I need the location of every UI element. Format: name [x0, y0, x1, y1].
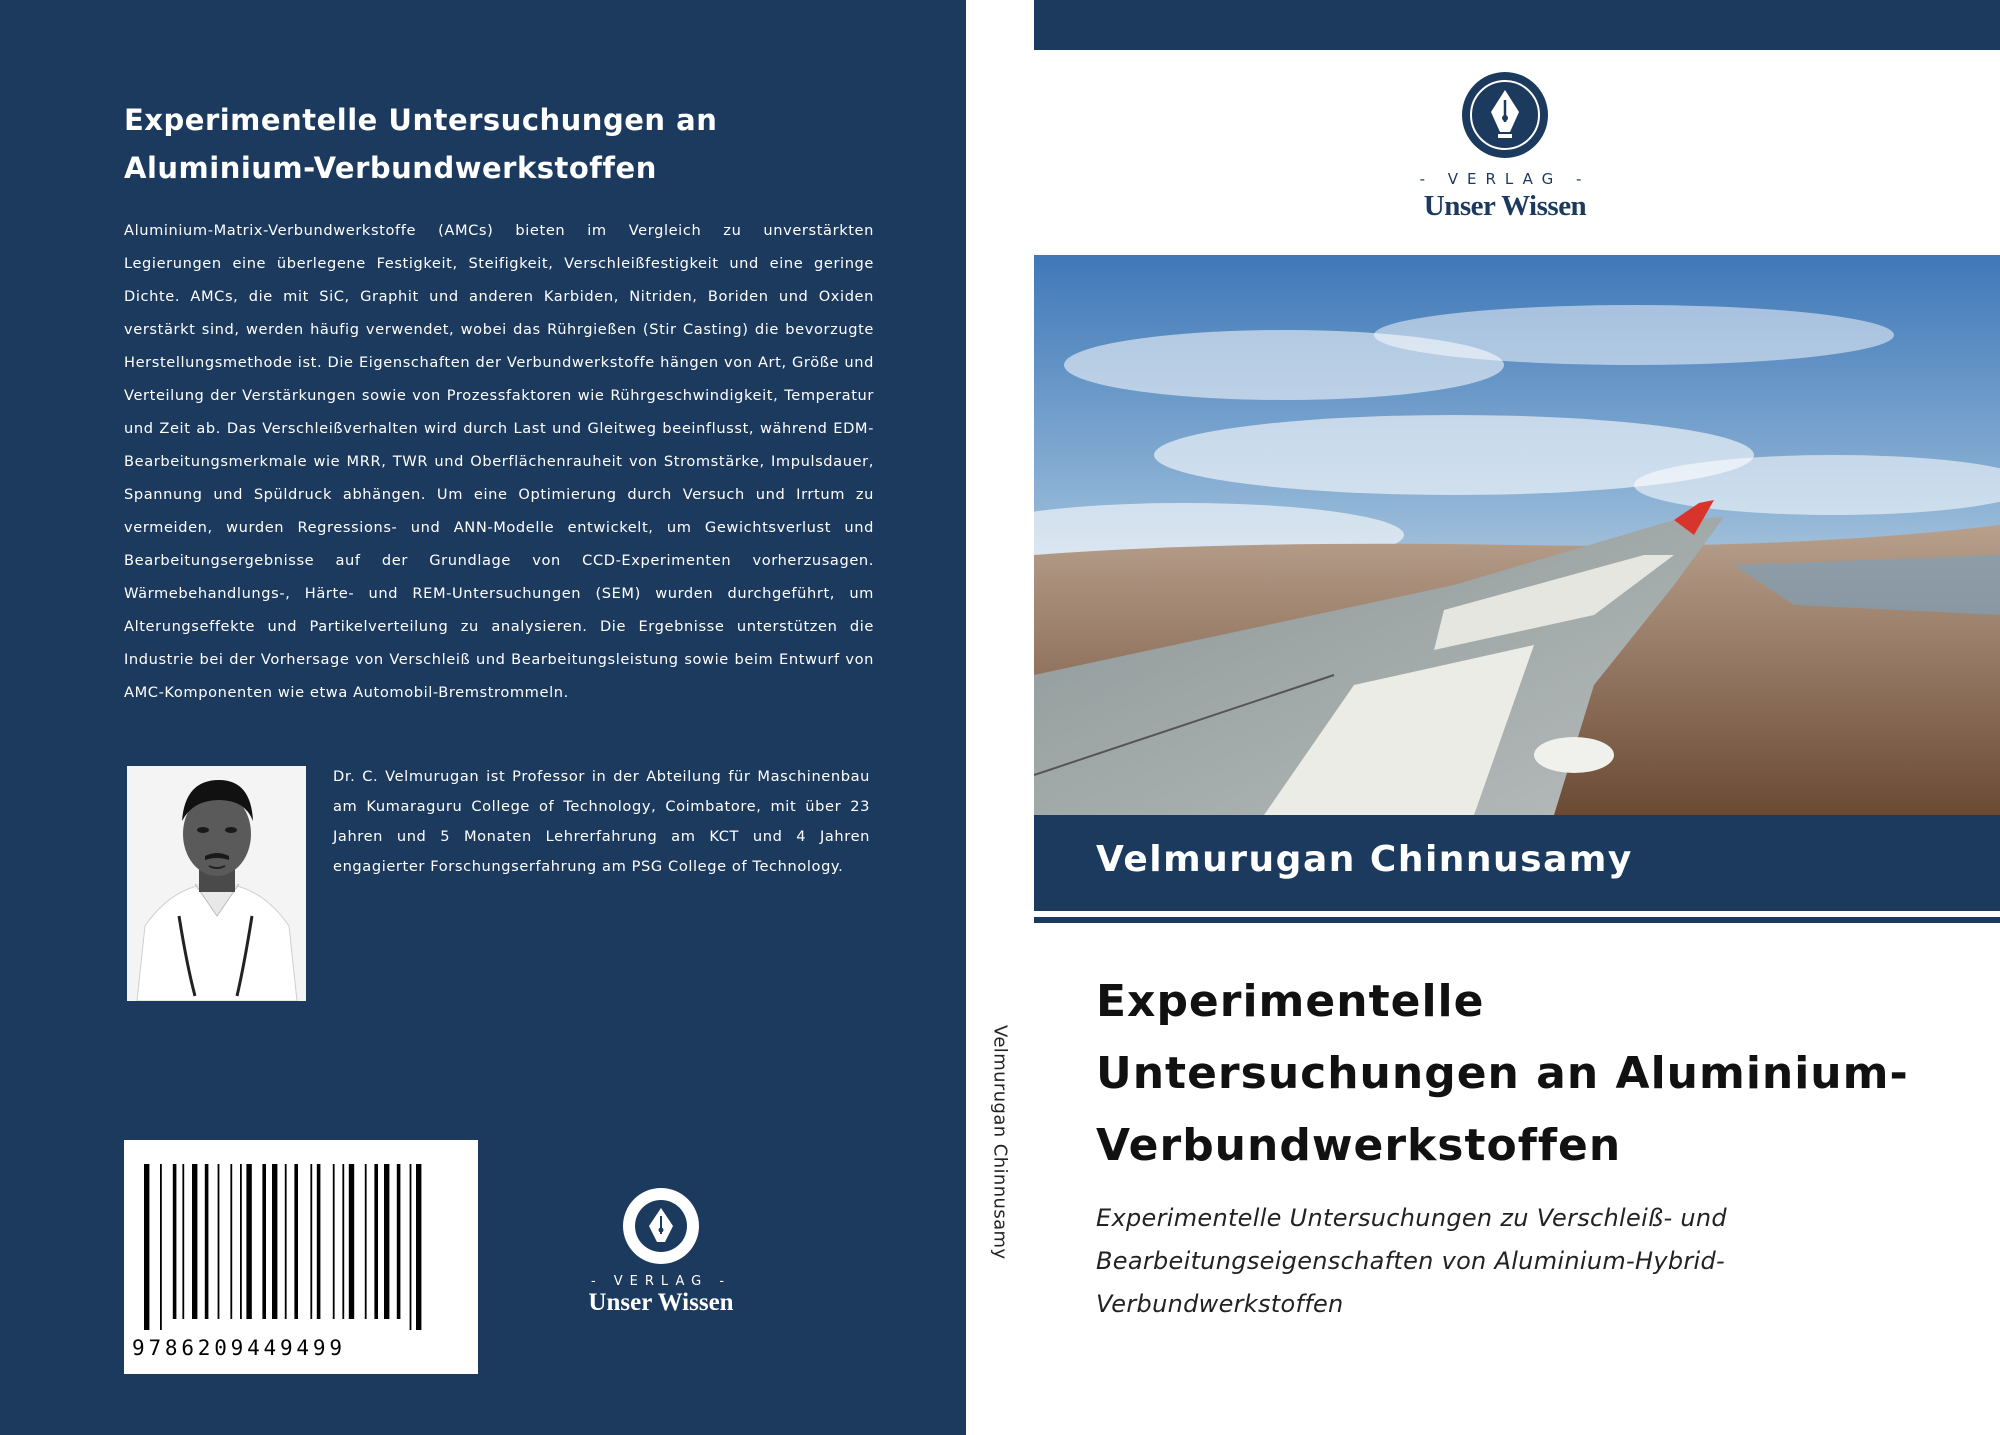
front-title-line-3: Verbundwerkstoffen — [1096, 1120, 1622, 1171]
author-bio: Dr. C. Velmurugan ist Professor in der Abteilung für Maschinenbau am Kumaraguru College of Technology, Coimbatore, mit über 23 Jahren und 5 Monaten Lehrerfahrung am KCT und 4 Jahren engagierter Forschungserfahrung am PSG College of Technology. — [333, 768, 870, 875]
barcode-bar — [333, 1164, 335, 1319]
back-publisher-name: Unser Wissen — [588, 1289, 734, 1316]
barcode-bar — [285, 1164, 287, 1319]
front-publisher-name: Unser Wissen — [1423, 190, 1587, 222]
barcode-graphic — [144, 1164, 458, 1330]
barcode-bar — [310, 1164, 312, 1319]
back-cover-title — [124, 96, 884, 192]
cover-photo-airplane-wing — [1034, 255, 2000, 815]
barcode-bar — [144, 1164, 149, 1330]
barcode-bar — [410, 1164, 412, 1330]
barcode-bar — [160, 1164, 162, 1330]
barcode-bar — [246, 1164, 251, 1319]
barcode-bar — [205, 1164, 209, 1319]
barcode-bar — [342, 1164, 344, 1319]
front-title-line-1: Experimentelle — [1096, 976, 1485, 1027]
divider-rule — [1034, 917, 2000, 923]
front-cover-subtitle — [1096, 1197, 1956, 1326]
barcode-bar — [397, 1164, 401, 1319]
front-author-name: Velmurugan Chinnusamy — [1096, 839, 1633, 880]
subtitle-line-1: Experimentelle Untersuchungen zu Verschleiß- und — [1096, 1204, 1727, 1232]
barcode-bar — [384, 1164, 389, 1319]
back-publisher-logo — [566, 1186, 756, 1317]
airplane-wing-image — [1034, 255, 2000, 815]
isbn-barcode — [124, 1140, 478, 1374]
author-photo — [127, 766, 306, 1001]
barcode-bar — [182, 1164, 184, 1319]
front-title-line-2: Untersuchungen an Aluminium- — [1096, 1048, 1909, 1099]
subtitle-line-3: Verbundwerkstoffen — [1096, 1290, 1344, 1318]
barcode-bar — [240, 1164, 242, 1319]
barcode-bars — [144, 1164, 458, 1334]
back-title-line-2: Aluminium-Verbundwerkstoffen — [124, 151, 657, 185]
barcode-bar — [192, 1164, 197, 1319]
back-verlag-label: - VERLAG - — [590, 1274, 732, 1289]
front-top-bar — [1034, 0, 2000, 50]
barcode-bar — [349, 1164, 354, 1319]
barcode-bar — [173, 1164, 177, 1319]
author-portrait-image — [127, 766, 306, 1001]
barcode-bar — [317, 1164, 321, 1319]
author-band — [1034, 815, 2000, 911]
front-cover-title — [1096, 966, 1976, 1182]
front-verlag-label: - VERLAG - — [1419, 170, 1591, 188]
barcode-bar — [365, 1164, 367, 1319]
barcode-bar — [218, 1164, 220, 1319]
isbn-digits: 9786209449499 — [132, 1336, 346, 1360]
front-publisher-logo — [1380, 70, 1630, 223]
pen-nib-emblem-icon — [621, 1186, 701, 1266]
barcode-bar — [262, 1164, 266, 1319]
back-cover — [0, 0, 966, 1435]
barcode-bar — [272, 1164, 277, 1319]
back-cover-blurb: Aluminium-Matrix-Verbundwerkstoffe (AMCs) bieten im Vergleich zu unverstärkten Legierungen eine überlegene Festigkeit, Steifigkeit, Verschleißfestigkeit und eine geringe Dichte. AMCs, die mit SiC, Graphit und anderen Karbiden, Nitriden, Boriden und Oxiden verstärkt sind, werden häufig verwendet, wobei das Rührgießen (Stir Casting) die bevorzugte Herstellungsmethode ist. Die Eigenschaften der Verbundwerkstoffe hängen von Art, Größe und Verteilung der Verstärkungen sowie von Prozessfaktoren wie Rührgeschwindigkeit, Temperatur und Zeit ab. Das Verschleißverhalten wird durch Last und Gleitweg beeinflusst, während EDM-Bearbeitungsmerkmale wie MRR, TWR und Oberflächenrauheit von Stromstärke, Impulsdauer, Spannung und Spüldruck abhängen. Um eine Optimierung durch Versuch und Irrtum zu vermeiden, wurden Regressions- und ANN-Modelle entwickelt, um Gewichtsverlust und Bearbeitungsergebnisse auf der Grundlage von CCD-Experimenten vorherzusagen. Wärmebehandlungs-, Härte- und REM-Untersuchungen (SEM) wurden durchgeführt, um Alterungseffekte und Partikelverteilung zu analysieren. Die Ergebnisse unterstützen die Industrie bei der Vorhersage von Verschleiß und Bearbeitungsleistung sowie beim Entwurf von AMC-Komponenten wie etwa Automobil-Bremstrommeln. — [124, 222, 874, 701]
spine-author: Velmurugan Chinnusamy — [989, 1025, 1011, 1260]
barcode-bar — [294, 1164, 298, 1319]
back-title-line-1: Experimentelle Untersuchungen an — [124, 103, 718, 137]
barcode-bar — [230, 1164, 232, 1319]
subtitle-line-2: Bearbeitungseigenschaften von Aluminium-Hybrid- — [1096, 1247, 1725, 1275]
pen-nib-emblem-icon — [1460, 70, 1550, 160]
barcode-bar — [374, 1164, 378, 1319]
barcode-bar — [416, 1164, 421, 1330]
